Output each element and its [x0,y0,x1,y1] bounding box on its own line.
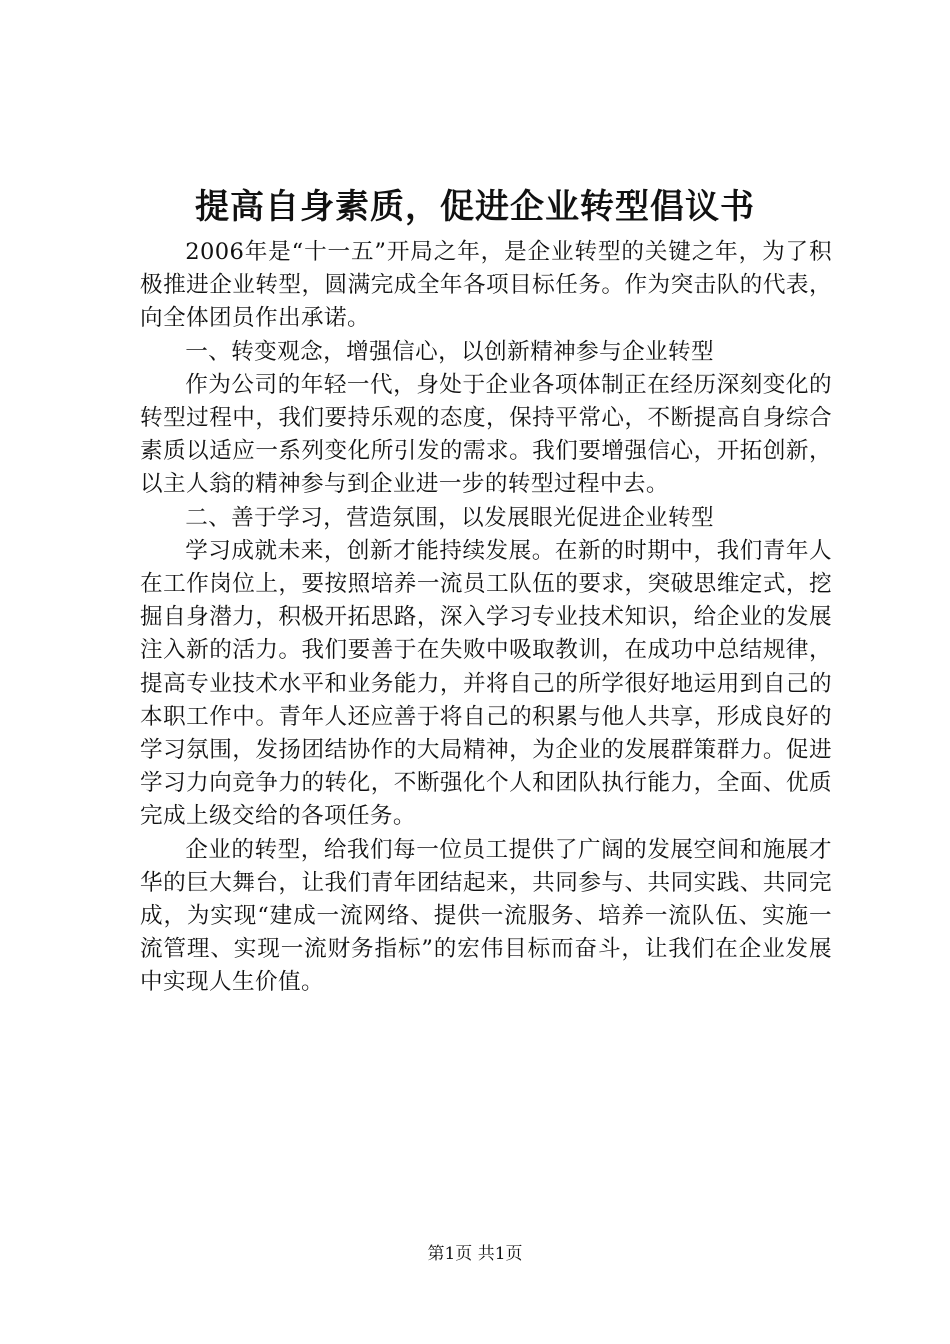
document-title: 提高自身素质，促进企业转型倡议书 [195,187,755,227]
section-heading-1: 一、转变观念，增强信心，以创新精神参与企业转型 [185,338,715,365]
document-body [140,236,832,1000]
section-1-paragraph: 作为公司的年轻一代，身处于企业各项体制正在经历深刻变化的转型过程中，我们要持乐观的态度，保持平常心，不断提高自身综合素质以适应一系列变化所引发的需求。我们要增强信心，开拓创新，以主人翁的精神参与到企业进一步的转型过程中去。 [140,371,832,498]
closing-paragraph: 企业的转型，给我们每一位员工提供了广阔的发展空间和施展才华的巨大舞台，让我们青年团结起来，共同参与、共同实践、共同完成，为实现“建成一流网络、提供一流服务、培养一流队伍、实施一流管理、实现一流财务指标”的宏伟目标而奋斗，让我们在企业发展中实现人生价值。 [140,836,832,996]
section-2-paragraph: 学习成就未来，创新才能持续发展。在新的时期中，我们青年人在工作岗位上，要按照培养一流员工队伍的要求，突破思维定式，挖掘自身潜力，积极开拓思路，深入学习专业技术知识，给企业的发展注入新的活力。我们要善于在失败中吸取教训，在成功中总结规律，提高专业技术水平和业务能力，并将自己的所学很好地运用到自己的本职工作中。青年人还应善于将自己的积累与他人共享，形成良好的学习氛围，发扬团结协作的大局精神，为企业的发展群策群力。促进学习力向竞争力的转化，不断强化个人和团队执行能力，全面、优质完成上级交给的各项任务。 [140,537,832,830]
page-footer: 第1页 共1页 [427,1244,523,1264]
intro-paragraph: 2006年是“十一五”开局之年，是企业转型的关键之年，为了积极推进企业转型，圆满完成全年各项目标任务。作为突击队的代表，向全体团员作出承诺。 [140,239,832,332]
section-heading-2: 二、善于学习，营造氛围，以发展眼光促进企业转型 [185,504,715,531]
